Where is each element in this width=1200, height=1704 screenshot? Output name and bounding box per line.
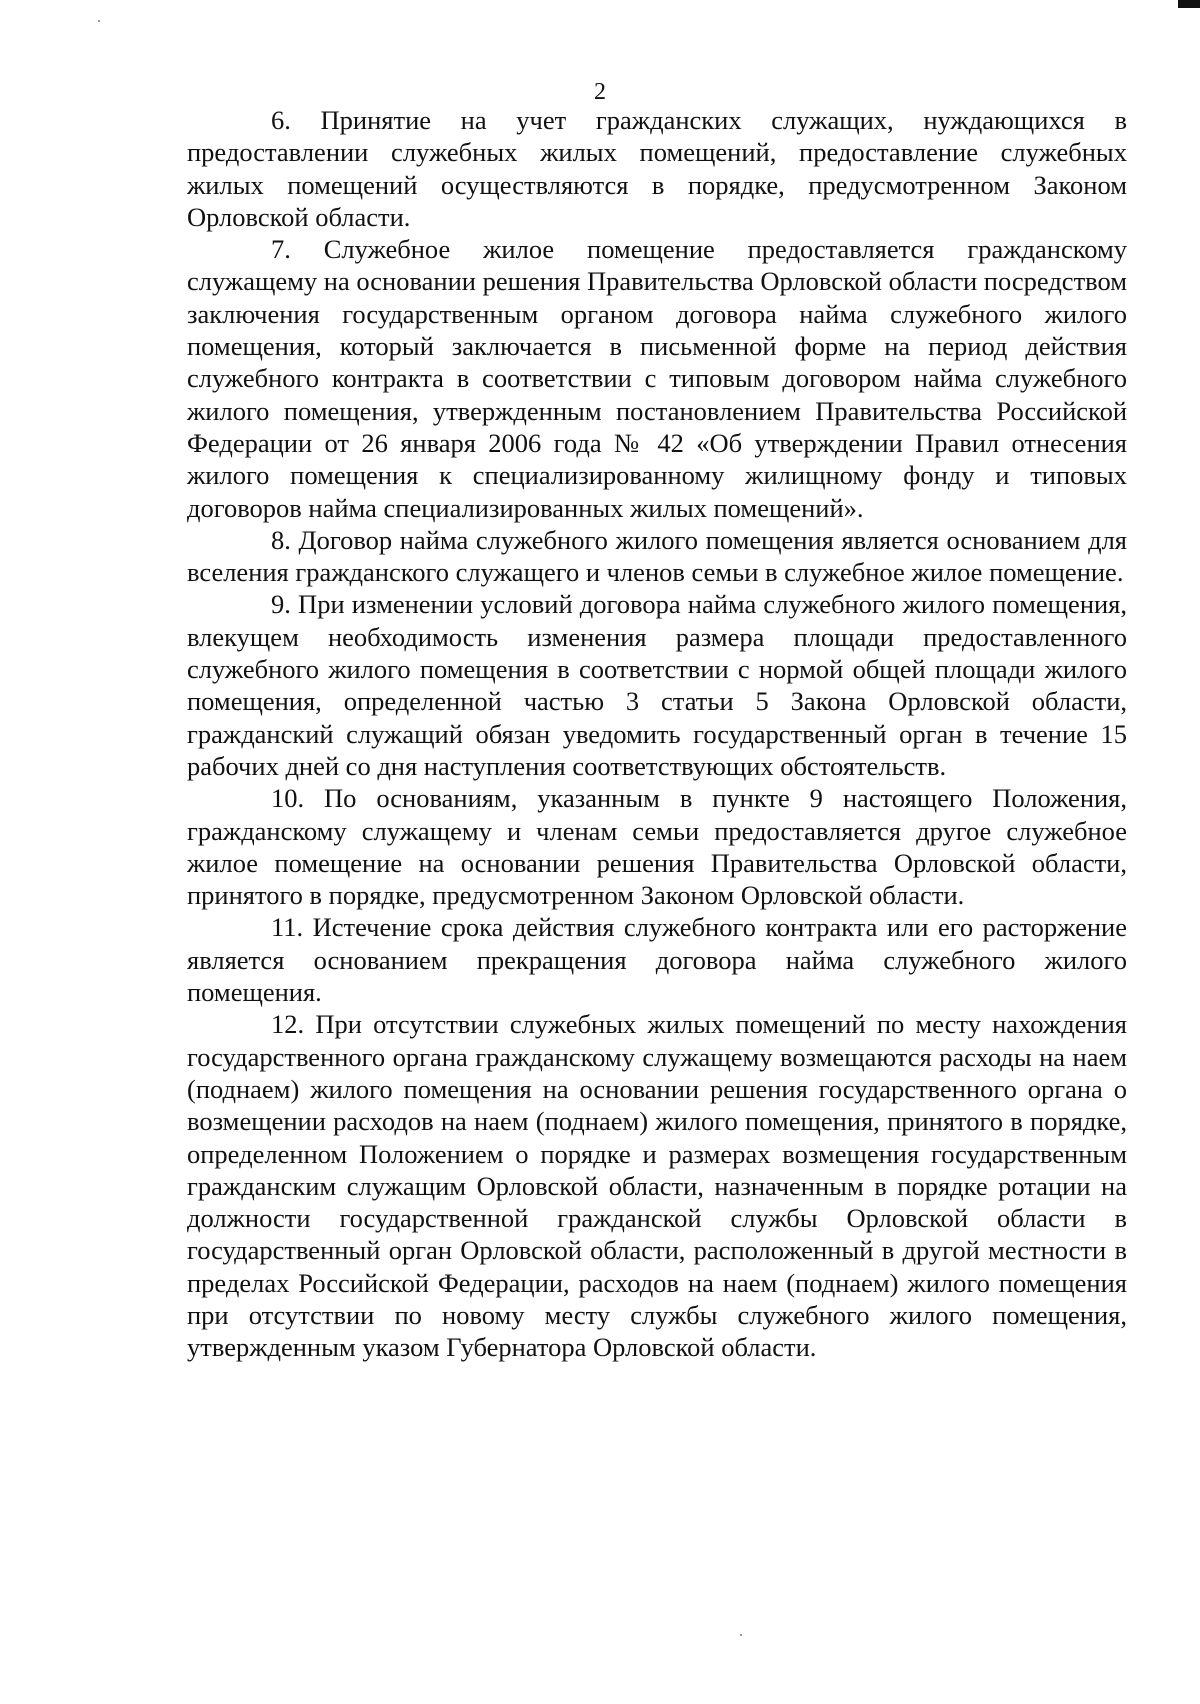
paragraph-8: 8. Договор найма служебного жилого помещения является основанием для вселения гражданского служащего и членов семьи в служебное жилое помещение. — [187, 524, 1127, 588]
paragraph-9: 9. При изменении условий договора найма служебного жилого помещения, влекущем необходимость изменения размера площади предоставленного служебного жилого помещения в соответствии с нормой общей площади жилого помещения, определенной частью 3 статьи 5 Закона Орловской области, гражданский служащий обязан уведомить государственный орган в течение 15 рабочих дней со дня наступления соответствующих обстоятельств. — [187, 589, 1127, 781]
scan-speck — [98, 20, 100, 22]
paragraph-6: 6. Принятие на учет гражданских служащих, нуждающихся в предоставлении служебных жилых помещений, предоставление служебных жилых помещений осуществляются в порядке, предусмотренном Законом Орловской области. — [187, 105, 1127, 232]
paragraph-7: 7. Служебное жилое помещение предоставляется гражданскому служащему на основании решения Правительства Орловской области посредством заключения государственным органом договора найма служебного жилого помещения, который заключается в письменной форме на период действия служебного контракта в соответствии с типовым договором найма служебного жилого помещения, утвержденным постановлением Правительства Российской Федерации от 26 января 2006 года № 42 «Об утверждении Правил отнесения жилого помещения к специализированному жилищному фонду и типовых договоров найма специализированных жилых помещений». — [187, 234, 1127, 523]
paragraph-10: 10. По основаниям, указанным в пункте 9 настоящего Положения, гражданскому служащему и членам семьи предоставляется другое служебное жилое помещение на основании решения Правительства Орловской области, принятого в порядке, предусмотренном Законом Орловской области. — [187, 783, 1127, 911]
scan-speck — [740, 1634, 742, 1636]
page-number: 2 — [594, 79, 606, 105]
document-body — [187, 104, 1127, 1364]
scan-corner-mark — [1178, 0, 1200, 8]
paragraph-11: 11. Истечение срока действия служебного контракта или его расторжение является основанием прекращения договора найма служебного жилого помещения. — [187, 912, 1127, 1008]
paragraph-12: 12. При отсутствии служебных жилых помещений по месту нахождения государственного органа гражданскому служащему возмещаются расходы на наем (поднаем) жилого помещения на основании решения государственного органа о возмещении расходов на наем (поднаем) жилого помещения, принятого в порядке, определенном Положением о порядке и размерах возмещения государственным гражданским служащим Орловской области, назначенным в порядке ротации на должности государственной гражданской службы Орловской области в государственный орган Орловской области, расположенный в другой местности в пределах Российской Федерации, расходов на наем (поднаем) жилого помещения при отсутствии по новому месту службы служебного жилого помещения, утвержденным указом Губернатора Орловской области. — [187, 1009, 1127, 1363]
